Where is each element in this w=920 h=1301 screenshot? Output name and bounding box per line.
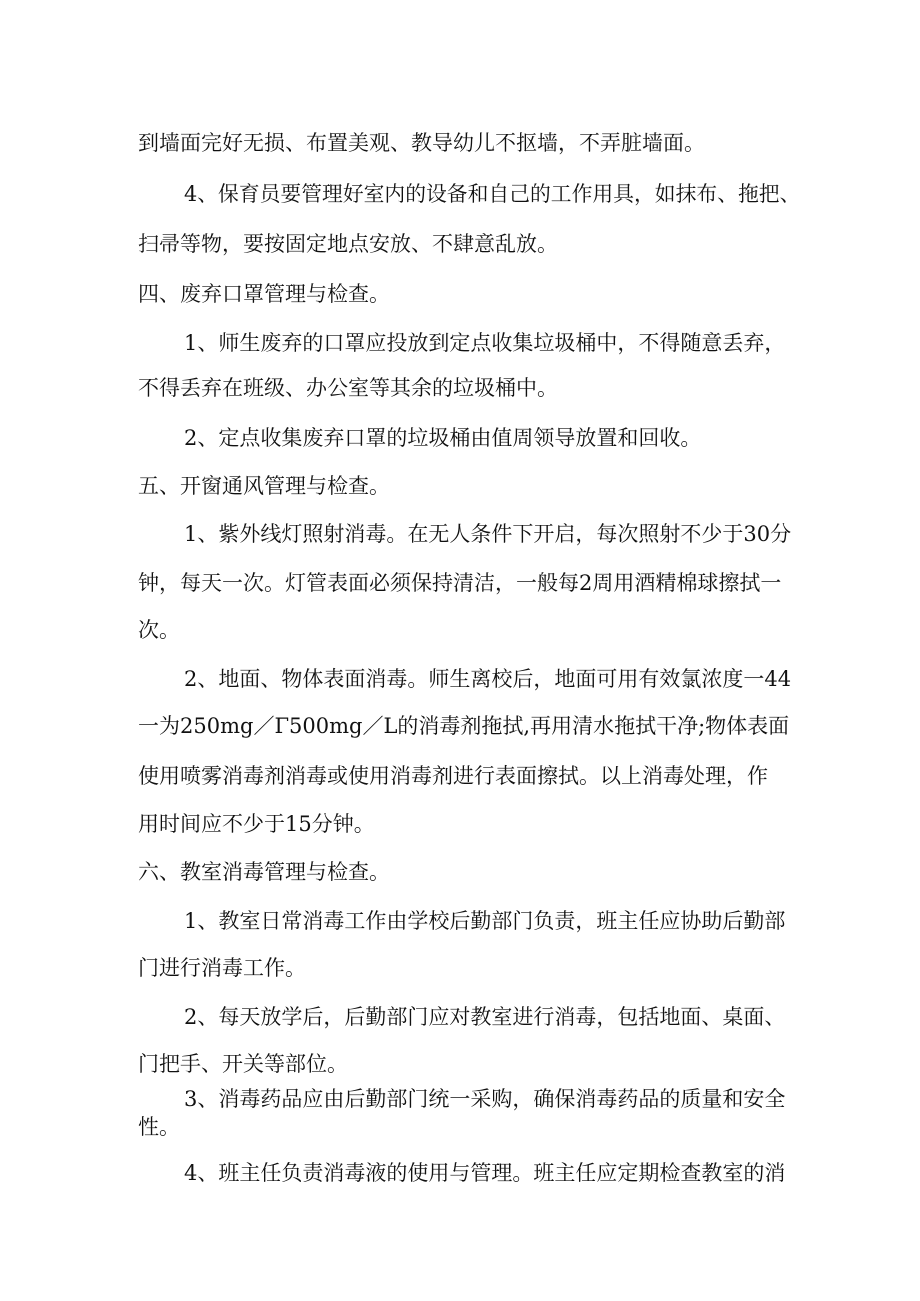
section-heading: 六、教室消毒管理与检查。 (138, 860, 390, 884)
paragraph-line: 性。 (138, 1115, 180, 1139)
paragraph-line: 1、紫外线灯照射消毒。在无人条件下开启，每次照射不少于30分 (184, 522, 792, 546)
paragraph-line: 用时间应不少于15分钟。 (138, 812, 375, 836)
paragraph-line: 3、消毒药品应由后勤部门统一采购，确保消毒药品的质量和安全 (184, 1087, 786, 1111)
paragraph-line: 到墙面完好无损、布置美观、教导幼儿不抠墙，不弄脏墙面。 (138, 131, 705, 155)
paragraph-line: 门把手、开关等部位。 (138, 1052, 348, 1076)
paragraph-line: 次。 (138, 618, 180, 642)
paragraph-line: 2、定点收集废弃口罩的垃圾桶由值周领导放置和回收。 (184, 426, 702, 450)
paragraph-line: 一为250mg／Γ500mg／L的消毒剂拖拭,再用清水拖拭干净;物体表面 (138, 714, 790, 738)
paragraph-line: 钟，每天一次。灯管表面必须保持清洁，一般每2周用酒精棉球擦拭一 (138, 571, 782, 595)
paragraph-line: 使用喷雾消毒剂消毒或使用消毒剂进行表面擦拭。以上消毒处理，作 (138, 764, 768, 788)
paragraph-line: 4、班主任负责消毒液的使用与管理。班主任应定期检查教室的消 (184, 1161, 786, 1185)
paragraph-line: 门进行消毒工作。 (138, 956, 306, 980)
paragraph-line: 2、地面、物体表面消毒。师生离校后，地面可用有效氯浓度一44 (184, 667, 792, 691)
paragraph-line: 1、教室日常消毒工作由学校后勤部门负责，班主任应协助后勤部 (184, 909, 786, 933)
paragraph-line: 2、每天放学后，后勤部门应对教室进行消毒，包括地面、桌面、 (184, 1005, 786, 1029)
section-heading: 四、废弃口罩管理与检查。 (138, 282, 390, 306)
paragraph-line: 扫帚等物，要按固定地点安放、不肆意乱放。 (138, 232, 558, 256)
section-heading: 五、开窗通风管理与检查。 (138, 474, 390, 498)
paragraph-line: 不得丢弃在班级、办公室等其余的垃圾桶中。 (138, 376, 558, 400)
paragraph-line: 1、师生废弃的口罩应投放到定点收集垃圾桶中，不得随意丢弃， (184, 331, 786, 355)
paragraph-line: 4、保育员要管理好室内的设备和自己的工作用具，如抹布、拖把、 (184, 182, 801, 206)
